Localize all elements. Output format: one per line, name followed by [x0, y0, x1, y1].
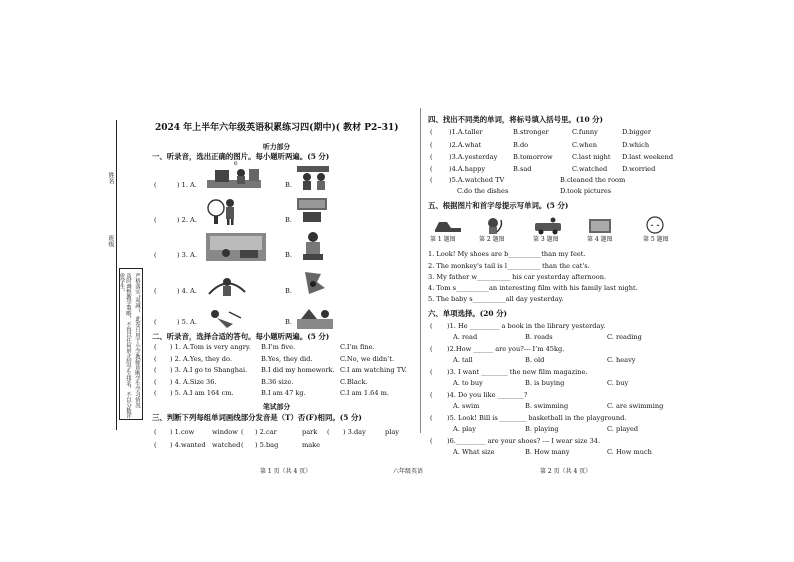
- car-wash-picture: [533, 217, 563, 235]
- written-header: 笔试部分: [263, 403, 291, 411]
- right-page-footer: 第 2 页（共 4 页）: [540, 468, 592, 475]
- notice-line-1: 严格落实“双减”，此卷只用于小学教师诊断学生学习情况: [134, 273, 140, 409]
- fill-line-5: 5. The baby s__________all day yesterday.: [428, 295, 564, 303]
- fill-line-4: 4. Tom s__________an interesting film with his family last night.: [428, 284, 638, 292]
- picture-2a: [206, 196, 240, 226]
- picture-1a: [205, 164, 263, 190]
- section-1-heading: 一、听录音，选出正确的图片。每小题听两遍。(5 分): [152, 152, 330, 161]
- film-picture: [587, 217, 613, 235]
- pic-label-5: 第 5 题图: [643, 236, 669, 243]
- shoes-picture: [433, 218, 463, 234]
- binding-line: [116, 120, 117, 430]
- left-page-footer: 第 1 页（共 4 页）: [260, 468, 312, 475]
- notice-line-2: 及时调整教学策略，不得以任何形式给学生排名，不以分数评价学生。: [118, 273, 131, 419]
- monkey-picture: [481, 216, 505, 236]
- center-divider: [420, 108, 421, 433]
- section-2-heading: 二、听录音，选择合适的答句。每小题听两遍。(5 分): [152, 332, 330, 341]
- pic-label-3: 第 3 题图: [533, 236, 559, 243]
- stray-mark: e: [234, 160, 238, 167]
- fill-line-2: 2. The monkey's tail is l__________ than the cat's.: [428, 262, 590, 270]
- picture-5a: [207, 306, 243, 330]
- picture-3b: [299, 230, 327, 262]
- section-5-heading: 五、根据图片和首字母提示写单词。(5 分): [428, 201, 569, 210]
- pic-label-4: 第 4 题图: [587, 236, 613, 243]
- pic-label-2: 第 2 题图: [479, 236, 505, 243]
- pic-label-1: 第 1 题图: [430, 236, 456, 243]
- class-label: 班级: [107, 235, 114, 247]
- center-footer: 六年级英语: [393, 468, 424, 475]
- section-6-heading: 六、单项选择。(20 分): [428, 309, 507, 318]
- notice-box: [119, 268, 143, 420]
- picture-2b: [295, 196, 329, 224]
- section-3-heading: 三、判断下列每组单词画线部分发音是（T）否(F)相同。(5 分): [152, 413, 362, 422]
- picture-4b: [299, 268, 329, 300]
- section-4-heading: 四、找出不同类的单词，将标号填入括号里。(10 分): [428, 115, 604, 124]
- name-label: 姓名: [107, 172, 114, 184]
- fill-line-3: 3. My father w__________ his car yesterday afternoon.: [428, 273, 607, 281]
- exam-page: 姓名 班级 严格落实“双减”，此卷只用于小学教师诊断学生学习情况 及时调整教学策略，不得以任何形式给学生排名，不以分数评价学生。 2024 年上半年六年级英语积累练习四(期中)( 教材 P2–31) 听力部分 一、听录音，选出正确的图片。每小题听两遍。(5 分) e ( ) 1. A. B. ( ) 2. A. B. ( ) 3. A. B. ( ) 4. A. B. ( ) 5. A. B. 二、听录音，选择合适的答句。每小题听两遍。(5 分) ( ) 1. A.Tom is very angry. B.I’m five. C.I’m fine. ( ) 2. A.Yes, they do. B.Yes, they did. C.No, we didn’t. ( ) 3. A.I go to Shanghai. B.I did my homework. C.I am watching TV. ( ) 4. A.Size 36. B.36 size. C.Black. ( ) 5. A.I am 164 cm. B.I am 47 kg. C.I am 1.64 m. 笔试部分 三、判断下列每组单词画线部分发音是（T）否(F)相同。(5 分) ( ) 1.cow window ( ) 2.car park ( ) 3.day play ( ) 4.wanted watched ( ) 5.bag make 第 1 页（共 4 页） 六年级英语 四、找出不同类的单词，将标号填入括号里。(10 分) ( )1.A.taller B.stronger C.funny D.bigger ( )2.A.what B.do C.when D.which ( )3.A.yesterday B.tomorrow C.last night D.last weekend ( )4.A.happy B.sad C.watched D.worried ( )5.A.watched TV B.cleaned the room C.do the dishes D.took pictures 五、根据图片和首字母提示写单词。(5 分) 第 1 题图 第 2 题图 第 3 题图 第 4 题图 第 5 题图 1. Look! My shoes are b__________than my feet. 2. The monkey's tail is l__________ than the cat's. 3. My father w__________ his car yesterday afternoon. 4. Tom s__________an interesting film with his family last night. 5. The baby s__________all day yesterday. 六、单项选择。(20 分) ( )1. He _________ a book in the library yesterday. A. read B. reads C. reading ( )2.How ______ are you?--- I’m 45kg. A. tall B. old C. heavy ( )3. I want ________ the new film magazine. A. to buy B. is buying C. buy ( )4. Do you like ________? A. swim B. swimming C. are swimming ( )5. Look! Bill is ________ basketball in the playground. A. play B. playing C. played ( )6._________ are your shoes? --- I wear size 34. A. What size B. How many C. How much 第 2 页（共 4 页）: [95, 100, 695, 460]
- fill-line-1: 1. Look! My shoes are b__________than my feet.: [428, 250, 586, 258]
- listening-header: 听力部分: [263, 143, 291, 151]
- sleeping-baby-picture: [643, 215, 669, 235]
- picture-4a: [205, 270, 249, 300]
- exam-title: 2024 年上半年六年级英语积累练习四(期中)( 教材 P2–31): [155, 123, 399, 133]
- picture-5b: [295, 305, 335, 333]
- picture-3a: [206, 233, 266, 261]
- picture-1b: [295, 162, 331, 192]
